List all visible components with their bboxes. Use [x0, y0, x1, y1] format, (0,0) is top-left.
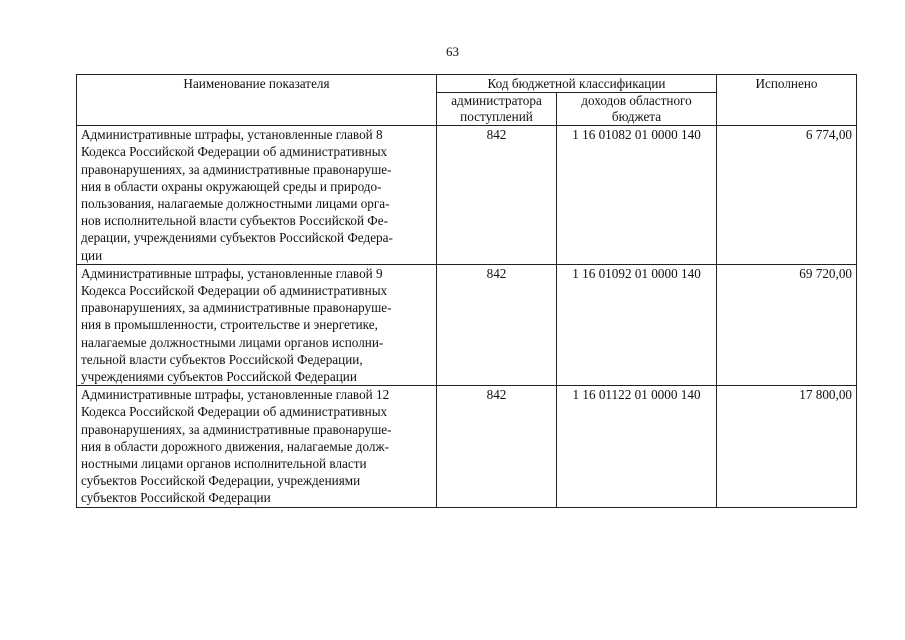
revenue-code-cell: 1 16 01092 01 0000 140 [557, 264, 717, 385]
indicator-name-line: Кодекса Российской Федерации об административных [81, 283, 388, 299]
indicator-name-line: Кодекса Российской Федерации об административных [81, 404, 388, 420]
indicator-name-line: правонарушениях, за административные правонаруше- [81, 161, 392, 177]
header-indicator-name: Наименование показателя [77, 75, 437, 126]
indicator-name-line: Кодекса Российской Федерации об административных [81, 144, 388, 160]
indicator-name-line: правонарушениях, за административные правонаруше- [81, 300, 392, 316]
indicator-name-line: ния в промышленности, строительстве и энергетике, [81, 317, 378, 333]
indicator-name-cell [77, 264, 437, 385]
indicator-name-line: пользования, налагаемые должностными лицами орга- [81, 196, 390, 212]
amount-cell: 69 720,00 [717, 264, 857, 385]
indicator-name-line: нов исполнительной власти субъектов Российской Фе- [81, 213, 388, 229]
admin-code-cell: 842 [437, 386, 557, 507]
header-revenue-line: доходов областного [581, 93, 692, 109]
table-header [77, 75, 857, 126]
table-row [77, 264, 857, 385]
revenue-code-cell: 1 16 01082 01 0000 140 [557, 126, 717, 265]
header-revenue-line: бюджета [611, 109, 662, 125]
header-executed: Исполнено [717, 75, 857, 126]
header-admin-line: поступлений [460, 109, 533, 125]
indicator-name-cell [77, 386, 437, 507]
indicator-name-line: правонарушениях, за административные правонаруше- [81, 421, 392, 437]
indicator-name-line: тельной власти субъектов Российской Федерации, [81, 351, 363, 367]
indicator-name-line: ния в области дорожного движения, налагаемые долж- [81, 438, 389, 454]
indicator-name-line: ностными лицами органов исполнительной власти [81, 456, 367, 472]
indicator-name-line: ния в области охраны окружающей среды и природо- [81, 178, 382, 194]
indicator-name-line: субъектов Российской Федерации [81, 490, 271, 506]
admin-code-cell: 842 [437, 126, 557, 265]
page-number: 63 [446, 44, 459, 59]
table-row [77, 126, 857, 265]
revenue-code-cell: 1 16 01122 01 0000 140 [557, 386, 717, 507]
indicator-name-cell [77, 126, 437, 265]
indicator-name-line: дерации, учреждениями субъектов Российской Федера- [81, 230, 393, 246]
header-budget-classification-code: Код бюджетной классификации [437, 75, 717, 93]
indicator-name-line: учреждениями субъектов Российской Федерации [81, 369, 357, 385]
indicator-name-line: субъектов Российской Федерации, учреждениями [81, 473, 361, 489]
table-row [77, 386, 857, 507]
budget-revenue-table [76, 74, 857, 508]
amount-cell: 17 800,00 [717, 386, 857, 507]
header-regional-budget-revenue [557, 93, 717, 126]
admin-code-cell: 842 [437, 264, 557, 385]
header-revenue-administrator [437, 93, 557, 126]
amount-cell: 6 774,00 [717, 126, 857, 265]
indicator-name-line: ции [81, 247, 103, 263]
indicator-name-line: Административные штрафы, установленные главой 9 [81, 265, 383, 281]
header-admin-line: администратора [451, 93, 542, 109]
indicator-name-line: Административные штрафы, установленные главой 12 [81, 387, 390, 403]
indicator-name-line: Административные штрафы, установленные главой 8 [81, 127, 383, 143]
indicator-name-line: налагаемые должностными лицами органов исполни- [81, 334, 384, 350]
